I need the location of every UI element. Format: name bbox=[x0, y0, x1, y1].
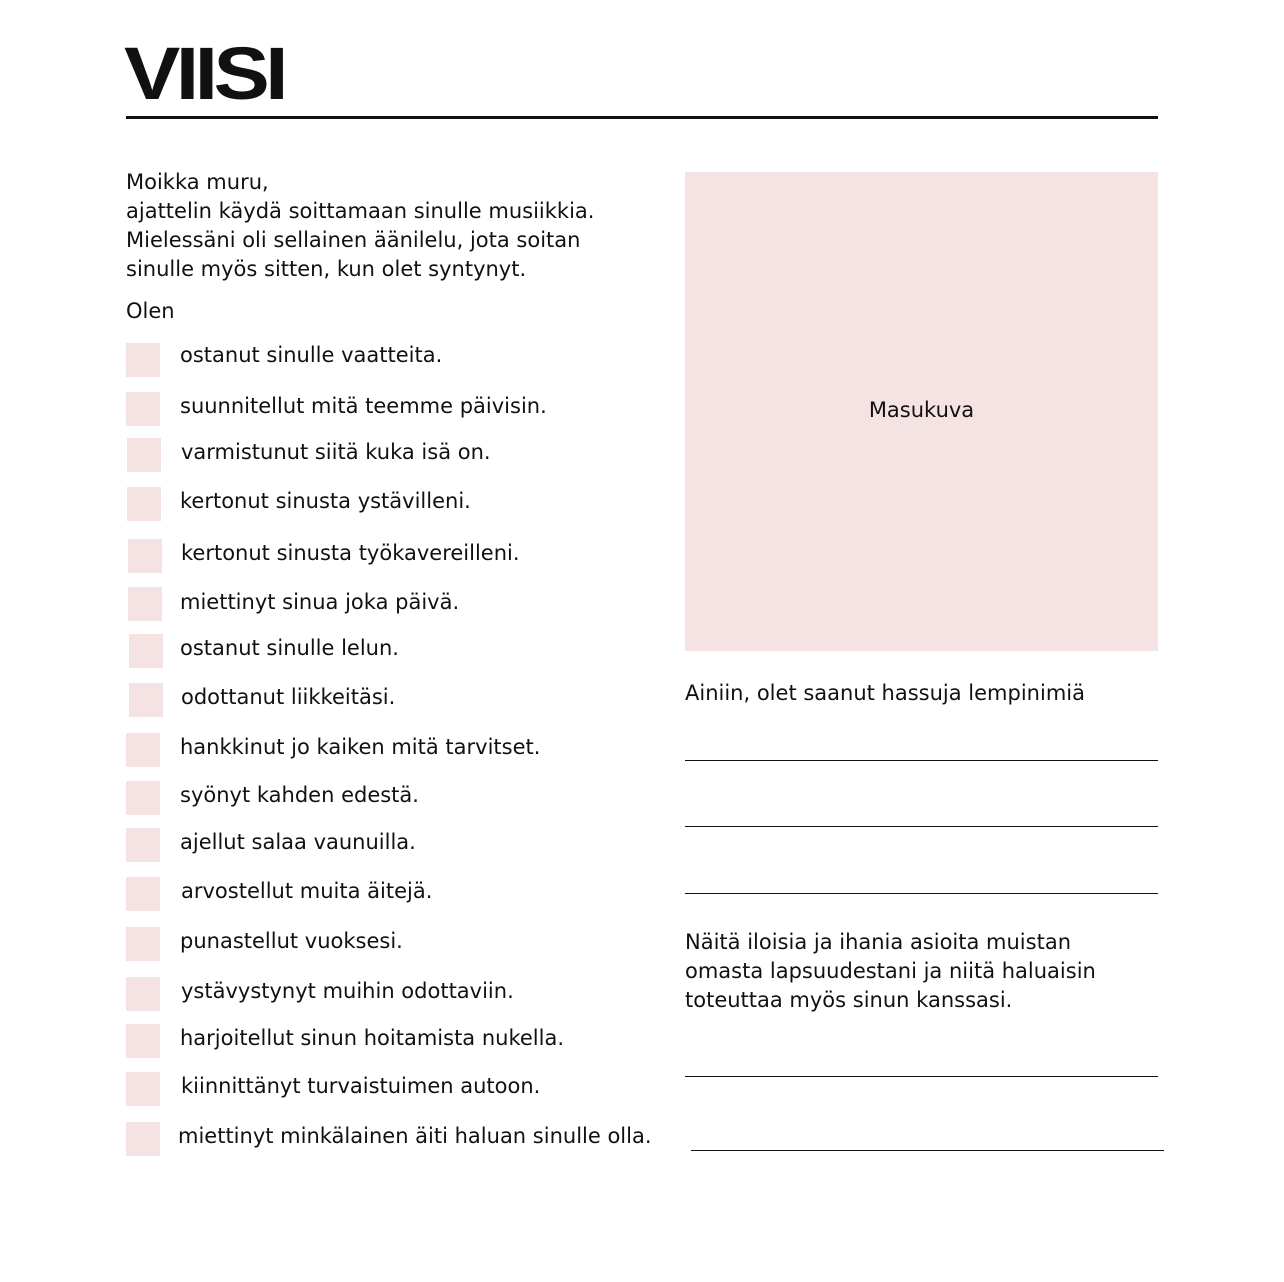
checkbox[interactable] bbox=[129, 634, 163, 668]
checklist-item-label: ostanut sinulle lelun. bbox=[180, 636, 399, 660]
checklist-item-label: kertonut sinusta työkavereilleni. bbox=[181, 541, 520, 565]
checklist-item-label: harjoitellut sinun hoitamista nukella. bbox=[180, 1026, 565, 1050]
checklist-item-label: miettinyt minkälainen äiti haluan sinulle olla. bbox=[178, 1124, 652, 1148]
checkbox[interactable] bbox=[128, 539, 162, 573]
checkbox[interactable] bbox=[126, 877, 160, 911]
checklist-item-label: varmistunut siitä kuka isä on. bbox=[181, 440, 491, 464]
checklist-item-label: ostanut sinulle vaatteita. bbox=[180, 343, 443, 367]
checkbox[interactable] bbox=[127, 438, 161, 472]
checkbox[interactable] bbox=[129, 683, 163, 717]
memories-write-line[interactable] bbox=[691, 1150, 1164, 1151]
checkbox[interactable] bbox=[126, 781, 160, 815]
intro-line: Mielessäni oli sellainen äänilelu, jota soitan bbox=[126, 228, 581, 252]
nickname-write-line[interactable] bbox=[685, 893, 1158, 894]
checklist-item-label: ajellut salaa vaunuilla. bbox=[180, 830, 416, 854]
intro-line: sinulle myös sitten, kun olet syntynyt. bbox=[126, 257, 527, 281]
nicknames-heading: Ainiin, olet saanut hassuja lempinimiä bbox=[685, 681, 1085, 705]
memories-line: Näitä iloisia ja ihania asioita muistan bbox=[685, 930, 1071, 954]
intro-line: ajattelin käydä soittamaan sinulle musiikkia. bbox=[126, 199, 595, 223]
checkbox[interactable] bbox=[126, 392, 160, 426]
photo-label: Masukuva bbox=[868, 397, 975, 422]
nickname-write-line[interactable] bbox=[685, 760, 1158, 761]
page-title: VIISI bbox=[124, 32, 285, 115]
checkbox[interactable] bbox=[127, 487, 161, 521]
checklist-item-label: kiinnittänyt turvaistuimen autoon. bbox=[181, 1074, 541, 1098]
checklist-item-label: kertonut sinusta ystävilleni. bbox=[180, 489, 471, 513]
checklist-item-label: arvostellut muita äitejä. bbox=[181, 879, 433, 903]
checkbox[interactable] bbox=[126, 1122, 160, 1156]
checklist-item-label: miettinyt sinua joka päivä. bbox=[180, 590, 460, 614]
intro-text bbox=[126, 168, 666, 284]
checklist-item-label: punastellut vuoksesi. bbox=[180, 929, 403, 953]
memories-line: toteuttaa myös sinun kanssasi. bbox=[685, 988, 1013, 1012]
checkbox[interactable] bbox=[126, 1024, 160, 1058]
memories-write-line[interactable] bbox=[685, 1076, 1158, 1077]
nickname-write-line[interactable] bbox=[685, 826, 1158, 827]
memories-text bbox=[685, 928, 1155, 1015]
checkbox[interactable] bbox=[128, 587, 162, 621]
checkbox[interactable] bbox=[126, 343, 160, 377]
checkbox[interactable] bbox=[126, 1072, 160, 1106]
checklist-heading: Olen bbox=[126, 299, 175, 323]
checkbox[interactable] bbox=[126, 977, 160, 1011]
memories-line: omasta lapsuudestani ja niitä haluaisin bbox=[685, 959, 1096, 983]
checklist-item-label: odottanut liikkeitäsi. bbox=[181, 685, 396, 709]
checkbox[interactable] bbox=[126, 733, 160, 767]
photo-placeholder bbox=[685, 172, 1158, 651]
checkbox[interactable] bbox=[126, 927, 160, 961]
intro-line: Moikka muru, bbox=[126, 170, 269, 194]
checklist-item-label: ystävystynyt muihin odottaviin. bbox=[181, 979, 514, 1003]
checklist-item-label: hankkinut jo kaiken mitä tarvitset. bbox=[180, 735, 541, 759]
title-divider bbox=[126, 116, 1158, 119]
checklist-item-label: suunnitellut mitä teemme päivisin. bbox=[180, 394, 547, 418]
checkbox[interactable] bbox=[126, 828, 160, 862]
checklist-item-label: syönyt kahden edestä. bbox=[180, 783, 419, 807]
